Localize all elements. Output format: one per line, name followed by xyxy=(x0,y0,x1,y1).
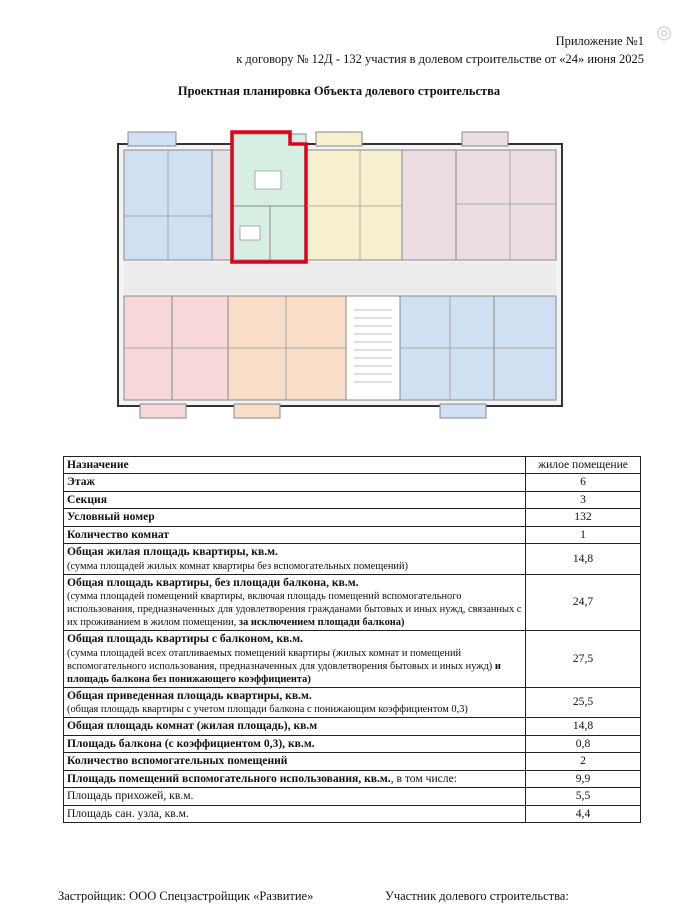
row-note-text: (общая площадь квартиры с учетом площади балкона с понижающим коэффициентом 0,3) xyxy=(67,704,468,716)
row-note-text: (сумма площадей помещений квартиры, включая площадь помещений вспомогательного использования, предназначенных для удовлетворения гражданами бытовых и иных нужд, связанных с их проживанием в жилом помещении, xyxy=(67,591,522,629)
apartment-top-5 xyxy=(456,150,556,260)
table-row xyxy=(64,753,641,770)
row-label-cell xyxy=(64,718,526,735)
participant-signature-label: Участник долевого строительства: xyxy=(385,889,569,903)
row-value: 2 xyxy=(526,753,641,770)
table-row xyxy=(64,474,641,491)
table-row xyxy=(64,631,641,687)
table-row xyxy=(64,805,641,822)
row-note-bold: и площадь балкона без понижающего коэффициента) xyxy=(67,660,501,685)
table-row xyxy=(64,735,641,752)
row-label-cell xyxy=(64,788,526,805)
row-label: Общая площадь квартиры, без площади балкона, кв.м. xyxy=(67,575,359,589)
row-label-cell xyxy=(64,474,526,491)
apartment-top-2 xyxy=(212,150,232,260)
row-label: Этаж xyxy=(67,475,95,489)
row-note-bold: за исключением площади балкона) xyxy=(238,617,405,629)
row-label: Общая площадь комнат (жилая площадь), кв.м xyxy=(67,719,318,733)
appendix-label: Приложение №1 xyxy=(555,34,644,48)
table-row xyxy=(64,544,641,574)
row-label: Площадь балкона (с коэффициентом 0,3), кв.м. xyxy=(67,736,315,750)
table-row xyxy=(64,509,641,526)
row-label: Условный номер xyxy=(67,510,155,524)
row-label: Количество комнат xyxy=(67,527,170,541)
row-label-cell xyxy=(64,457,526,474)
row-value: 14,8 xyxy=(526,544,641,574)
row-label-cell xyxy=(64,753,526,770)
apartment-specification-table xyxy=(63,456,641,823)
row-label-cell xyxy=(64,526,526,543)
row-value: 5,5 xyxy=(526,788,641,805)
row-value: 25,5 xyxy=(526,687,641,717)
developer-signature-label: Застройщик: ООО Спецзастройщик «Развитие» xyxy=(58,889,314,903)
row-label-cell xyxy=(64,631,526,687)
page-title: Проектная планировка Объекта долевого строительства xyxy=(177,84,501,98)
watermark-icon: ◎ xyxy=(656,22,672,42)
row-value: 9,9 xyxy=(526,770,641,787)
row-value: 27,5 xyxy=(526,631,641,687)
row-label: Общая площадь квартиры с балконом, кв.м. xyxy=(67,632,303,646)
table-row xyxy=(64,718,641,735)
table-row xyxy=(64,457,641,474)
row-label-cell xyxy=(64,509,526,526)
row-label: Количество вспомогательных помещений xyxy=(67,754,288,768)
table-row xyxy=(64,526,641,543)
row-value: 24,7 xyxy=(526,574,641,630)
row-label: Общая жилая площадь квартиры, кв.м. xyxy=(67,545,278,559)
row-value: 132 xyxy=(526,509,641,526)
apartment-top-3 xyxy=(306,150,402,260)
row-value: 4,4 xyxy=(526,805,641,822)
row-value: 1 xyxy=(526,526,641,543)
row-value: 14,8 xyxy=(526,718,641,735)
row-value: 0,8 xyxy=(526,735,641,752)
row-label-cell xyxy=(64,770,526,787)
row-label-cell xyxy=(64,544,526,574)
row-note xyxy=(67,647,522,686)
table-row xyxy=(64,770,641,787)
row-label-cell xyxy=(64,735,526,752)
row-label: Площадь прихожей, кв.м. xyxy=(67,789,194,803)
row-note xyxy=(67,590,522,629)
row-value: 3 xyxy=(526,491,641,508)
row-note-text: (сумма площадей жилых комнат квартиры без вспомогательных помещений) xyxy=(67,560,408,572)
row-label: Общая приведенная площадь квартиры, кв.м. xyxy=(67,688,312,702)
row-label-tail: , в том числе: xyxy=(390,771,457,785)
row-value: 6 xyxy=(526,474,641,491)
row-label-cell xyxy=(64,687,526,717)
row-value: жилое помещение xyxy=(526,457,641,474)
row-label: Площадь сан. узла, кв.м. xyxy=(67,806,189,820)
row-label-cell xyxy=(64,574,526,630)
row-note-text: (сумма площадей всех отапливаемых помещений квартиры (жилых комнат и помещений вспомогательного использования, предназначенных для удовлетворения бытовых и иных нужд) xyxy=(67,647,493,672)
apartment-132 xyxy=(232,134,306,260)
row-note xyxy=(67,560,522,573)
apartment-top-4 xyxy=(402,150,456,260)
floor-plan xyxy=(110,126,570,426)
row-note xyxy=(67,703,522,716)
row-label: Площадь помещений вспомогательного использования, кв.м. xyxy=(67,771,391,785)
contract-reference: к договору № 12Д - 132 участия в долевом строительстве от «24» июня 2025 xyxy=(236,52,644,66)
table-row xyxy=(64,788,641,805)
row-label: Секция xyxy=(67,492,107,506)
row-label-cell xyxy=(64,805,526,822)
row-label-cell xyxy=(64,491,526,508)
table-row xyxy=(64,491,641,508)
table-row xyxy=(64,574,641,630)
row-label: Назначение xyxy=(67,458,129,471)
table-row xyxy=(64,687,641,717)
stairwell xyxy=(346,296,400,400)
